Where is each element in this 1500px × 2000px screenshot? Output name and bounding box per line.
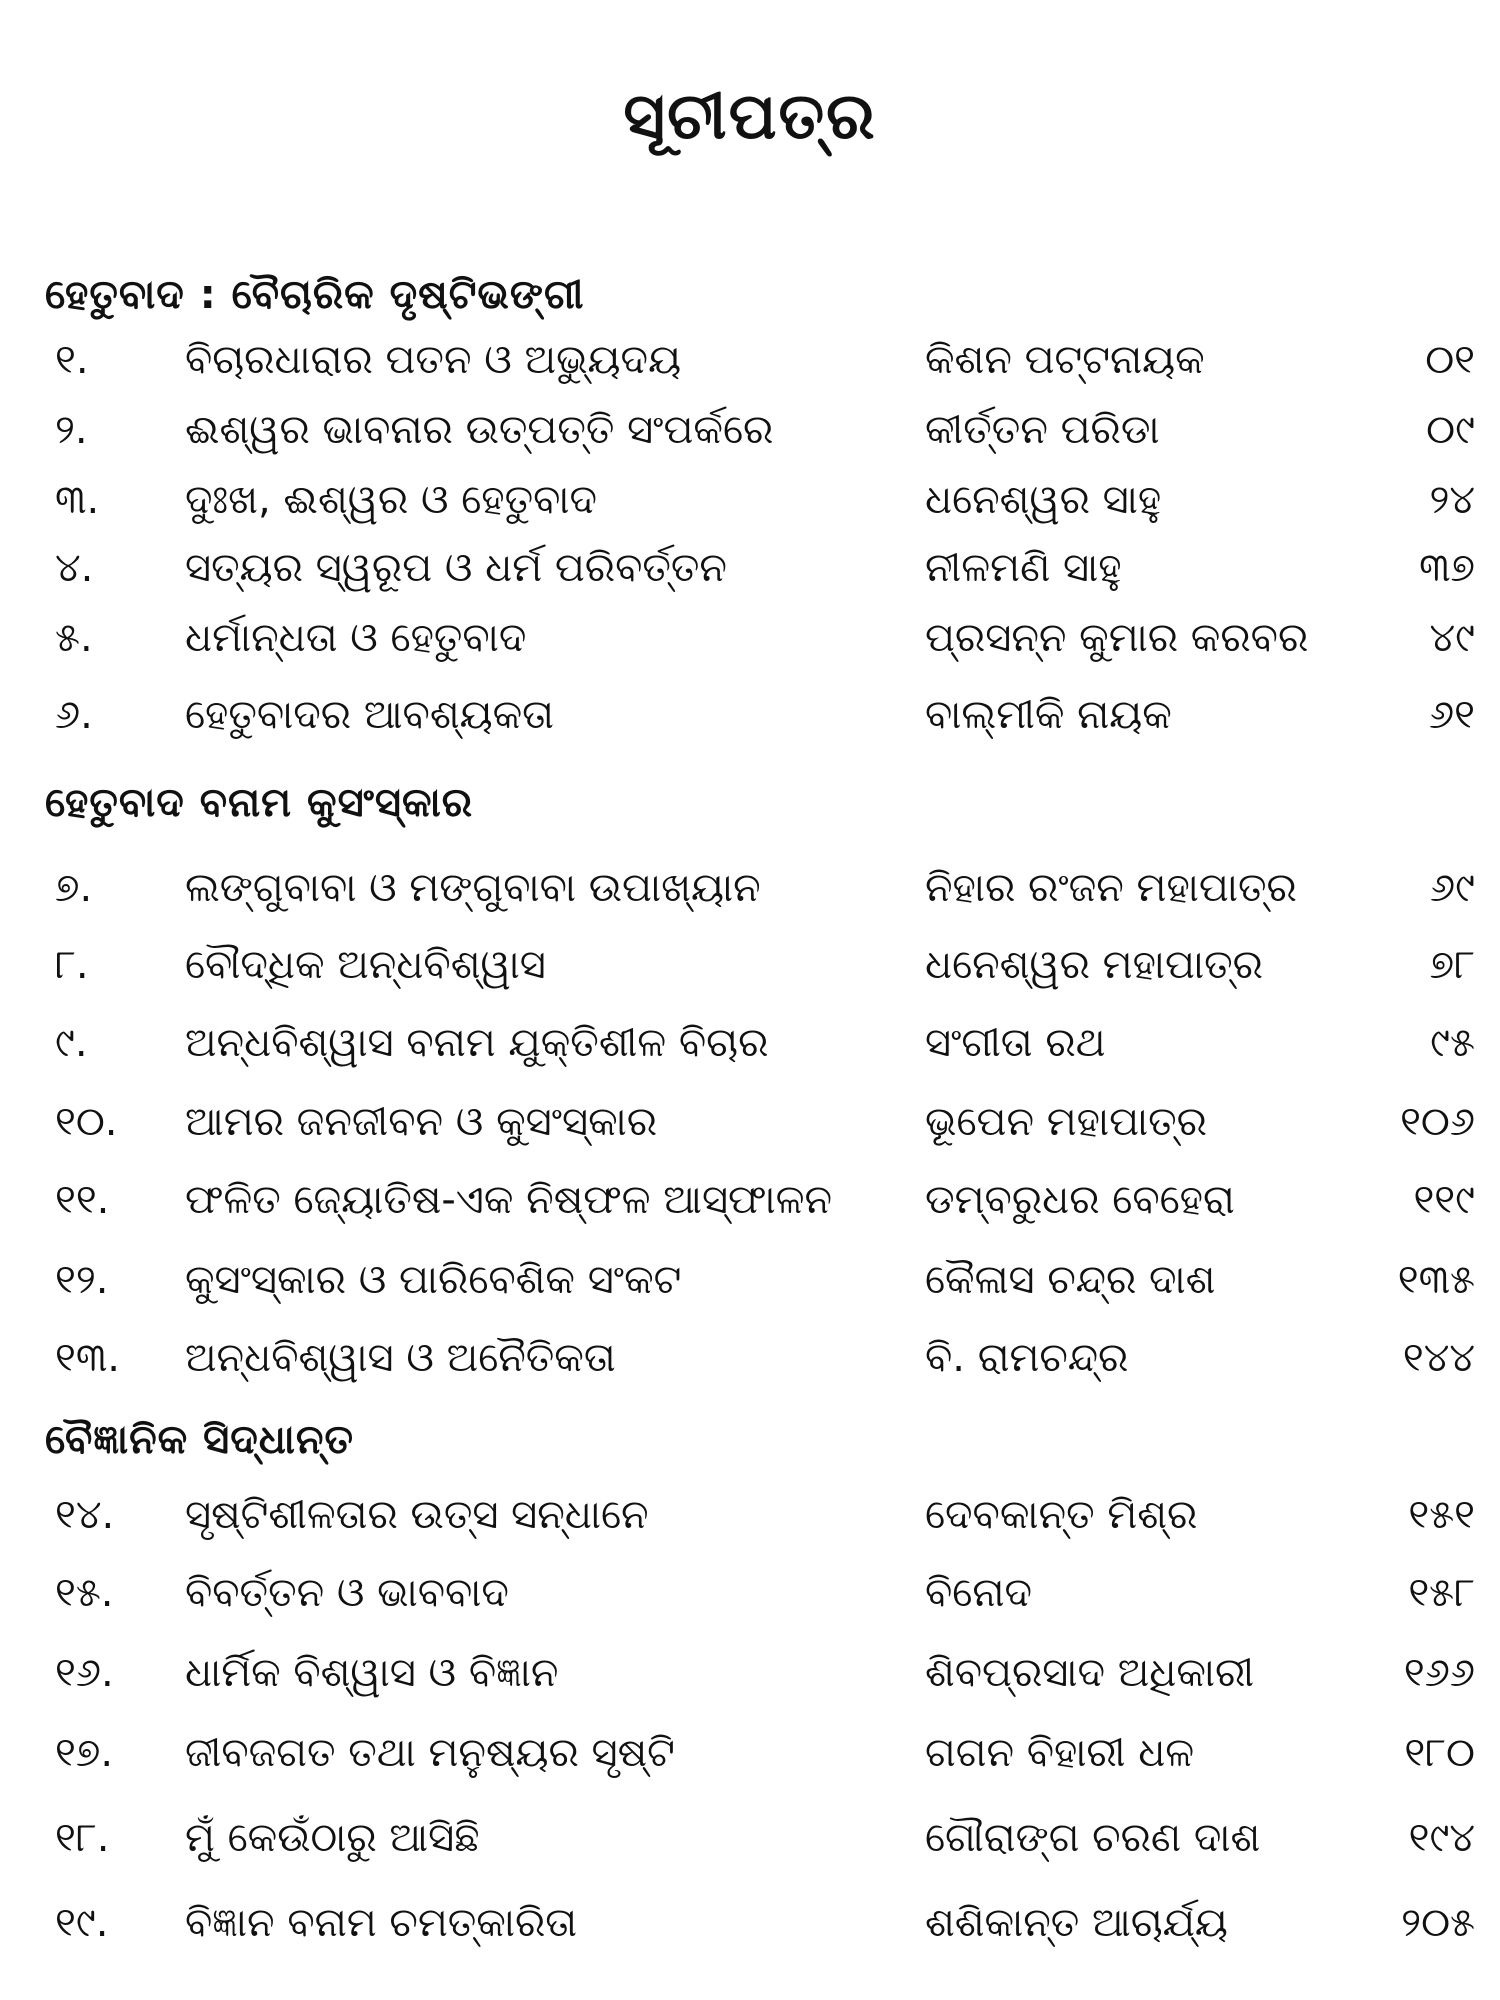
entry-number: ୬. bbox=[55, 692, 93, 738]
entry-title: ଈଶ୍ୱର ଭାବନାର ଉତ୍ପତ୍ତି ସଂପର୍କରେ bbox=[185, 407, 774, 453]
entry-page: ୭୮ bbox=[1429, 942, 1475, 988]
entry-author: ସଂଗୀତା ରଥ bbox=[925, 1020, 1106, 1066]
section-heading: ବୈଜ୍ଞାନିକ ସିଦ୍ଧାନ୍ତ bbox=[45, 1417, 355, 1463]
entry-author: ବାଲ୍ମୀକି ନାୟକ bbox=[925, 692, 1172, 738]
entry-page: ୬୯ bbox=[1430, 865, 1475, 911]
toc-row[interactable] bbox=[0, 1250, 1500, 1310]
entry-author: ଡମ୍ବରୁଧର ବେହେରା bbox=[925, 1177, 1235, 1223]
toc-row[interactable] bbox=[0, 1563, 1500, 1623]
entry-page: ୦୯ bbox=[1426, 407, 1475, 453]
toc-row[interactable] bbox=[0, 470, 1500, 530]
entry-title: ସୃଷ୍ଟିଶୀଳତାର ଉତ୍ସ ସନ୍ଧାନେ bbox=[185, 1492, 649, 1538]
entry-author: ନିହାର ରଂଜନ ମହାପାତ୍ର bbox=[925, 865, 1297, 911]
section-heading: ହେତୁବାଦ ବନାମ କୁସଂସ୍କାର bbox=[45, 780, 474, 826]
toc-row[interactable] bbox=[0, 538, 1500, 598]
entry-author: ବିନୋଦ bbox=[925, 1570, 1032, 1616]
entry-author: ଗଗନ ବିହାରୀ ଧଳ bbox=[925, 1730, 1195, 1776]
entry-number: ୧୭. bbox=[55, 1730, 114, 1776]
entry-number: ୧୨. bbox=[55, 1257, 109, 1303]
toc-row[interactable] bbox=[0, 1485, 1500, 1545]
entry-number: ୧୦. bbox=[55, 1099, 118, 1145]
entry-page: ୦୧ bbox=[1425, 337, 1475, 383]
entry-title: ବୌଦ୍ଧିକ ଅନ୍ଧବିଶ୍ୱାସ bbox=[185, 942, 546, 988]
entry-page: ୪୯ bbox=[1429, 615, 1475, 661]
entry-author: ଗୌରାଙ୍ଗ ଚରଣ ଦାଶ bbox=[925, 1815, 1261, 1861]
entry-author: କୈଳାସ ଚନ୍ଦ୍ର ଦାଶ bbox=[925, 1257, 1216, 1303]
entry-title: ଫଳିତ ଜ୍ୟୋତିଷ-ଏକ ନିଷ୍ଫଳ ଆସ୍ଫାଳନ bbox=[185, 1177, 833, 1223]
entry-number: ୩. bbox=[55, 477, 100, 523]
toc-row[interactable] bbox=[0, 685, 1500, 745]
entry-title: ଆମର ଜନଜୀବନ ଓ କୁସଂସ୍କାର bbox=[185, 1099, 658, 1145]
toc-row[interactable] bbox=[0, 1643, 1500, 1703]
toc-row[interactable] bbox=[0, 1893, 1500, 1953]
entry-author: ଶିବପ୍ରସାଦ ଅଧିକାରୀ bbox=[925, 1650, 1255, 1696]
entry-page: ୧୫୧ bbox=[1408, 1492, 1475, 1538]
entry-number: ୨. bbox=[55, 407, 88, 453]
entry-author: କୀର୍ତ୍ତନ ପରିଡା bbox=[925, 407, 1160, 453]
entry-title: ବିଚାରଧାରାର ପତନ ଓ ଅଭ୍ୟୁଦୟ bbox=[185, 337, 682, 383]
toc-row[interactable] bbox=[0, 608, 1500, 668]
entry-page: ୯୫ bbox=[1430, 1020, 1475, 1066]
entry-number: ୧୪. bbox=[55, 1492, 115, 1538]
entry-number: ୫. bbox=[55, 615, 93, 661]
entry-page: ୨୦୫ bbox=[1401, 1900, 1475, 1946]
entry-number: ୪. bbox=[55, 545, 94, 591]
toc-row[interactable] bbox=[0, 400, 1500, 460]
entry-number: ୧. bbox=[55, 337, 89, 383]
entry-title: ଦୁଃଖ, ଈଶ୍ୱର ଓ ହେତୁବାଦ bbox=[185, 477, 598, 523]
toc-row[interactable] bbox=[0, 1723, 1500, 1783]
toc-row[interactable] bbox=[0, 1328, 1500, 1388]
entry-title: ମୁଁ କେଉଁଠାରୁ ଆସିଛି bbox=[185, 1815, 480, 1861]
toc-row[interactable] bbox=[0, 1092, 1500, 1152]
entry-page: ୨୪ bbox=[1429, 477, 1475, 523]
toc-row[interactable] bbox=[0, 1013, 1500, 1073]
entry-title: କୁସଂସ୍କାର ଓ ପାରିବେଶିକ ସଂକଟ bbox=[185, 1257, 682, 1303]
entry-title: ବିଜ୍ଞାନ ବନାମ ଚମତ୍କାରିତା bbox=[185, 1900, 578, 1946]
entry-number: ୯. bbox=[55, 1020, 88, 1066]
entry-author: ଭୂପେନ ମହାପାତ୍ର bbox=[925, 1099, 1207, 1145]
entry-title: ସତ୍ୟର ସ୍ୱରୂପ ଓ ଧର୍ମ ପରିବର୍ତ୍ତନ bbox=[185, 545, 727, 591]
entry-author: ନୀଳମଣି ସାହୁ bbox=[925, 545, 1122, 591]
entry-title: ଲଙ୍ଗୁବାବା ଓ ମଙ୍ଗୁବାବା ଉପାଖ୍ୟାନ bbox=[185, 865, 761, 911]
page-title: ସୂଚୀପତ୍ର bbox=[623, 80, 877, 154]
entry-page: ୬୧ bbox=[1429, 692, 1475, 738]
entry-page: ୧୩୫ bbox=[1397, 1257, 1475, 1303]
toc-row[interactable] bbox=[0, 330, 1500, 390]
entry-author: ଧନେଶ୍ୱର ମହାପାତ୍ର bbox=[925, 942, 1263, 988]
entry-page: ୧୪୪ bbox=[1402, 1335, 1475, 1381]
entry-author: ଦେବକାନ୍ତ ମିଶ୍ର bbox=[925, 1492, 1198, 1538]
toc-row[interactable] bbox=[0, 1170, 1500, 1230]
entry-title: ଧର୍ମାନ୍ଧତା ଓ ହେତୁବାଦ bbox=[185, 615, 527, 661]
toc-row[interactable] bbox=[0, 1808, 1500, 1868]
entry-title: ଜୀବଜଗତ ତଥା ମନୁଷ୍ୟର ସୃଷ୍ଟି bbox=[185, 1730, 675, 1776]
entry-number: ୧୮. bbox=[55, 1815, 110, 1861]
entry-author: ପ୍ରସନ୍ନ କୁମାର କରବର bbox=[925, 615, 1309, 661]
entry-author: କିଶନ ପଟ୍ଟନାୟକ bbox=[925, 337, 1205, 383]
entry-author: ଧନେଶ୍ୱର ସାହୁ bbox=[925, 477, 1162, 523]
entry-author: ବି. ରାମଚନ୍ଦ୍ର bbox=[925, 1335, 1129, 1381]
entry-number: ୭. bbox=[55, 865, 93, 911]
entry-title: ହେତୁବାଦର ଆବଶ୍ୟକତା bbox=[185, 692, 554, 738]
toc-row[interactable] bbox=[0, 935, 1500, 995]
entry-page: ୧୮୦ bbox=[1404, 1730, 1475, 1776]
entry-number: ୮. bbox=[55, 942, 89, 988]
entry-page: ୧୧୯ bbox=[1413, 1177, 1475, 1223]
section-heading: ହେତୁବାଦ : ବୈଚାରିକ ଦୃଷ୍ଟିଭଙ୍ଗୀ bbox=[45, 272, 585, 318]
entry-page: ୧୦୬ bbox=[1400, 1099, 1475, 1145]
entry-number: ୧୩. bbox=[55, 1335, 120, 1381]
toc-row[interactable] bbox=[0, 858, 1500, 918]
entry-page: ୧୫୮ bbox=[1408, 1570, 1475, 1616]
entry-number: ୧୫. bbox=[55, 1570, 114, 1616]
entry-page: ୧୯୪ bbox=[1408, 1815, 1475, 1861]
entry-page: ୧୬୬ bbox=[1403, 1650, 1475, 1696]
entry-title: ଅନ୍ଧବିଶ୍ୱାସ ବନାମ ଯୁକ୍ତିଶୀଳ ବିଚାର bbox=[185, 1020, 769, 1066]
entry-author: ଶଶିକାନ୍ତ ଆଚାର୍ଯ୍ୟ bbox=[925, 1900, 1228, 1946]
entry-page: ୩୭ bbox=[1419, 545, 1475, 591]
entry-title: ଧାର୍ମିକ ବିଶ୍ୱାସ ଓ ବିଜ୍ଞାନ bbox=[185, 1650, 559, 1696]
entry-title: ଅନ୍ଧବିଶ୍ୱାସ ଓ ଅନୈତିକତା bbox=[185, 1335, 616, 1381]
entry-number: ୧୬. bbox=[55, 1650, 114, 1696]
entry-number: ୧୯. bbox=[55, 1900, 109, 1946]
entry-title: ବିବର୍ତ୍ତନ ଓ ଭାବବାଦ bbox=[185, 1570, 509, 1616]
entry-number: ୧୧. bbox=[55, 1177, 110, 1223]
